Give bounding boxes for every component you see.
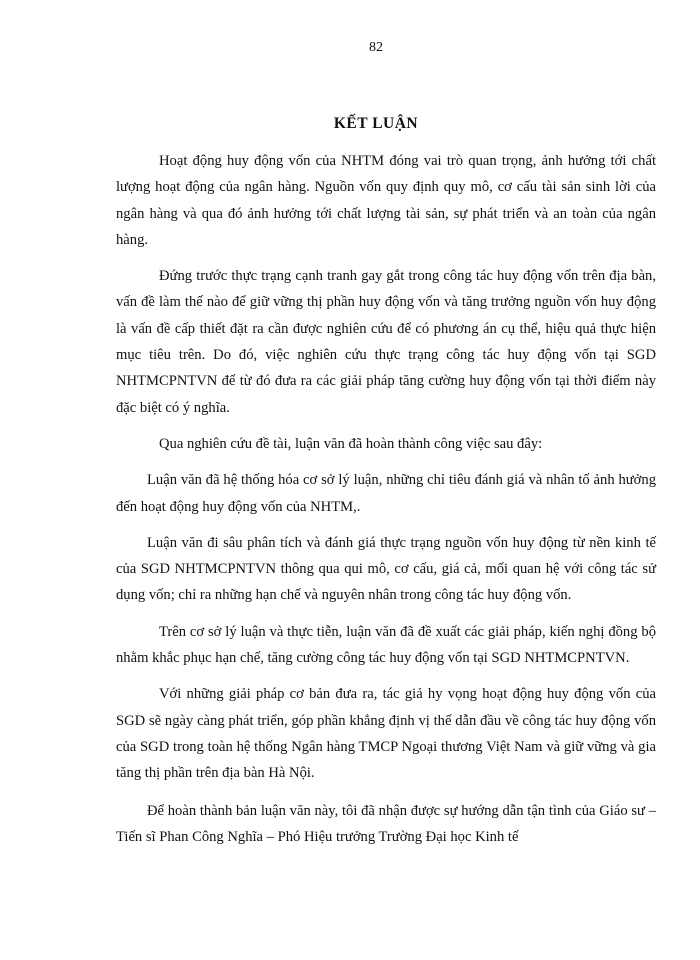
- body-text: [116, 148, 656, 860]
- paragraph-intro: Hoạt động huy động vốn của NHTM đóng vai trò quan trọng, ảnh hưởng tới chất lượng hoạt động của ngân hàng. Nguồn vốn quy định quy mô, cơ cấu tài sản sinh lời của ngân hàng và qua đó ảnh hưởng tới chất lượng tài sản, sự phát triển và an toàn của ngân hàng.: [116, 153, 656, 248]
- paragraph-hope: Với những giải pháp cơ bản đưa ra, tác giả hy vọng hoạt động huy động vốn của SGD sẽ ngày càng phát triển, góp phần khẳng định vị thế dẫn đầu về công tác huy động vốn của SGD trong toàn hệ thống Ngân hàng TMCP Ngoại thương Việt Nam và giữ vững và gia tăng thị phần trên địa bàn Hà Nội.: [116, 686, 656, 782]
- paragraph-result-1: Luận văn đã hệ thống hóa cơ sở lý luận, những chỉ tiêu đánh giá và nhân tố ảnh hưởng đến hoạt động huy động vốn của NHTM,.: [116, 472, 656, 515]
- page-number: 82: [369, 40, 383, 55]
- paragraph-context: Đứng trước thực trạng cạnh tranh gay gắt trong công tác huy động vốn trên địa bàn, vấn đề làm thế nào để giữ vững thị phần huy động vốn và tăng trưởng nguồn vốn huy động là vấn đề cấp thiết đặt ra cần được nghiên cứu để có phương án cụ thể, hiệu quả thực hiện mục tiêu trên. Do đó, việc nghiên cứu thực trạng công tác huy động vốn tại SGD NHTMCPNTVN để từ đó đưa ra các giải pháp tăng cường huy động vốn tại thời điểm này đặc biệt có ý nghĩa.: [116, 268, 656, 416]
- page-title: KẾT LUẬN: [333, 115, 419, 132]
- paragraph-summary-intro: Qua nghiên cứu đề tài, luận văn đã hoàn thành công việc sau đây:: [159, 435, 543, 452]
- paragraph-acknowledgement: Để hoàn thành bản luận văn này, tôi đã nhận được sự hướng dẫn tận tình của Giáo sư – Tiến sĩ Phan Công Nghĩa – Phó Hiệu trưởng Trường Đại học Kinh tế: [116, 802, 656, 845]
- paragraph-result-3: Trên cơ sở lý luận và thực tiễn, luận văn đã đề xuất các giải pháp, kiến nghị đồng bộ nhằm khắc phục hạn chế, tăng cường công tác huy động vốn tại SGD NHTMCPNTVN.: [116, 623, 656, 667]
- paragraph-result-2: Luận văn đi sâu phân tích và đánh giá thực trạng nguồn vốn huy động từ nền kinh tế của SGD NHTMCPNTVN thông qua qui mô, cơ cấu, giá cả, mối quan hệ với công tác sử dụng vốn; chỉ ra những hạn chế và nguyên nhân trong công tác huy động vốn.: [116, 534, 656, 604]
